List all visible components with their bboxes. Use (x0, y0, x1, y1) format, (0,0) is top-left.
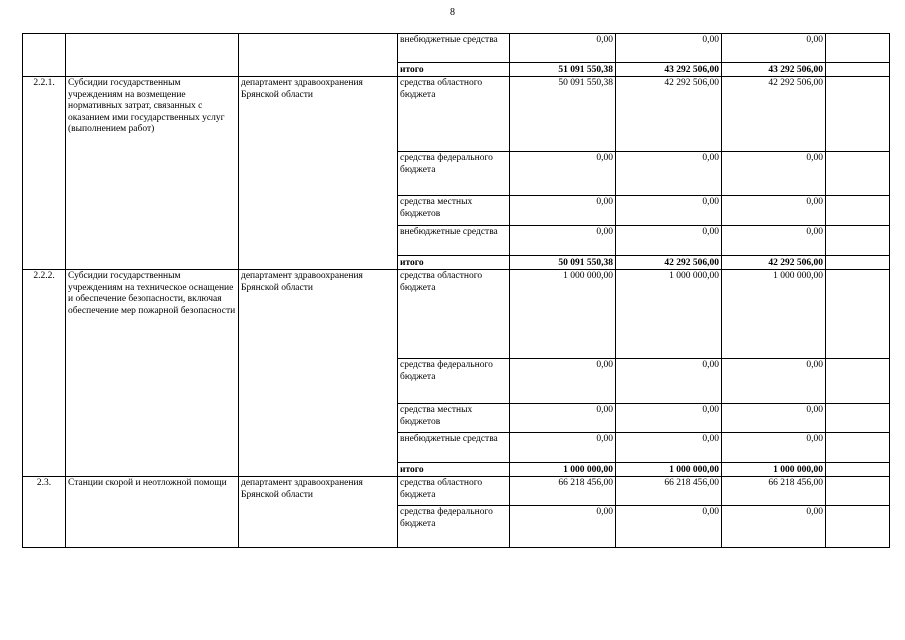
extra-cell (826, 270, 890, 359)
value-cell: 50 091 550,38 (510, 256, 616, 270)
extra-cell (826, 433, 890, 463)
source-cell: итого (398, 463, 510, 477)
section-name: Субсидии государственным учреждениям на техническое оснащение и обеспечение безопасности, включая обеспечение мер пожарной безопасности (66, 270, 239, 477)
name-cell (66, 34, 239, 77)
value-cell: 0,00 (722, 433, 826, 463)
value-cell: 42 292 506,00 (616, 256, 722, 270)
value-cell: 0,00 (722, 359, 826, 404)
extra-cell (826, 256, 890, 270)
value-cell: 0,00 (510, 226, 616, 256)
extra-cell (826, 152, 890, 196)
source-cell: средства федерального бюджета (398, 359, 510, 404)
extra-cell (826, 196, 890, 226)
value-cell: 0,00 (722, 226, 826, 256)
value-cell: 0,00 (510, 433, 616, 463)
source-cell: итого (398, 256, 510, 270)
section-executor: департамент здравоохранения Брянской области (239, 477, 398, 548)
value-cell: 1 000 000,00 (722, 463, 826, 477)
value-cell: 66 218 456,00 (722, 477, 826, 506)
section-name: Станции скорой и неотложной помощи (66, 477, 239, 548)
extra-cell (826, 506, 890, 548)
source-cell: средства областного бюджета (398, 477, 510, 506)
value-cell: 0,00 (616, 34, 722, 63)
value-cell: 42 292 506,00 (616, 77, 722, 152)
source-cell: внебюджетные средства (398, 34, 510, 63)
value-cell: 0,00 (510, 152, 616, 196)
source-cell: итого (398, 63, 510, 77)
value-cell: 43 292 506,00 (722, 63, 826, 77)
extra-cell (826, 77, 890, 152)
value-cell: 0,00 (722, 152, 826, 196)
source-cell: средства областного бюджета (398, 77, 510, 152)
value-cell: 42 292 506,00 (722, 256, 826, 270)
value-cell: 66 218 456,00 (616, 477, 722, 506)
table-row (23, 77, 890, 152)
value-cell: 1 000 000,00 (616, 270, 722, 359)
page-number: 8 (450, 7, 455, 18)
value-cell: 0,00 (510, 34, 616, 63)
extra-cell (826, 63, 890, 77)
value-cell: 0,00 (616, 433, 722, 463)
table-row (23, 34, 890, 63)
source-cell: средства местных бюджетов (398, 196, 510, 226)
source-cell: средства областного бюджета (398, 270, 510, 359)
value-cell: 0,00 (722, 506, 826, 548)
source-cell: средства федерального бюджета (398, 506, 510, 548)
value-cell: 0,00 (510, 196, 616, 226)
value-cell: 0,00 (722, 196, 826, 226)
extra-cell (826, 463, 890, 477)
extra-cell (826, 226, 890, 256)
extra-cell (826, 34, 890, 63)
value-cell: 0,00 (616, 506, 722, 548)
section-code: 2.2.1. (23, 77, 66, 270)
value-cell: 51 091 550,38 (510, 63, 616, 77)
value-cell: 0,00 (722, 34, 826, 63)
budget-table (22, 33, 890, 548)
value-cell: 0,00 (616, 196, 722, 226)
value-cell: 42 292 506,00 (722, 77, 826, 152)
section-code: 2.2.2. (23, 270, 66, 477)
value-cell: 0,00 (616, 359, 722, 404)
value-cell: 0,00 (510, 359, 616, 404)
section-code: 2.3. (23, 477, 66, 548)
value-cell: 0,00 (616, 226, 722, 256)
value-cell: 0,00 (722, 404, 826, 433)
value-cell: 66 218 456,00 (510, 477, 616, 506)
extra-cell (826, 359, 890, 404)
value-cell: 0,00 (510, 404, 616, 433)
value-cell: 50 091 550,38 (510, 77, 616, 152)
source-cell: внебюджетные средства (398, 433, 510, 463)
value-cell: 0,00 (510, 506, 616, 548)
value-cell: 1 000 000,00 (510, 270, 616, 359)
code-cell (23, 34, 66, 77)
table-row (23, 477, 890, 506)
extra-cell (826, 477, 890, 506)
source-cell: средства местных бюджетов (398, 404, 510, 433)
executor-cell (239, 34, 398, 77)
section-executor: департамент здравоохранения Брянской области (239, 77, 398, 270)
value-cell: 1 000 000,00 (616, 463, 722, 477)
value-cell: 1 000 000,00 (722, 270, 826, 359)
extra-cell (826, 404, 890, 433)
table-row (23, 270, 890, 359)
value-cell: 0,00 (616, 152, 722, 196)
value-cell: 43 292 506,00 (616, 63, 722, 77)
value-cell: 1 000 000,00 (510, 463, 616, 477)
source-cell: средства федерального бюджета (398, 152, 510, 196)
section-name: Субсидии государственным учреждениям на возмещение нормативных затрат, связанных с оказанием ими государственных услуг (выполнением работ) (66, 77, 239, 270)
source-cell: внебюджетные средства (398, 226, 510, 256)
section-executor: департамент здравоохранения Брянской области (239, 270, 398, 477)
value-cell: 0,00 (616, 404, 722, 433)
